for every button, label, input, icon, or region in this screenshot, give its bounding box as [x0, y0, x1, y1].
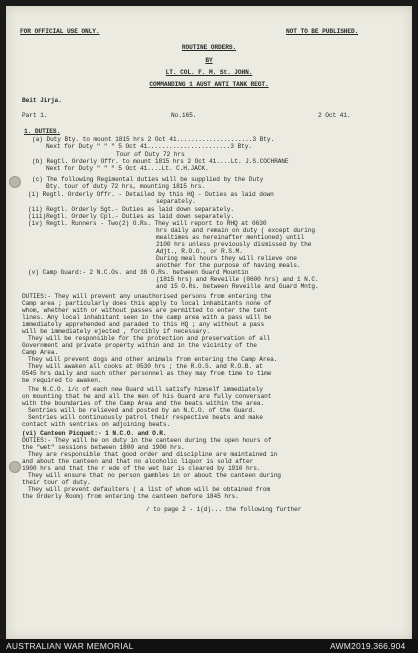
body-line: immediately apprehended and paraded to this HQ ; any without a pass — [22, 321, 265, 328]
title-line-4: COMMANDING 1 AUST ANTI TANK REGT. — [149, 81, 269, 88]
part-label: Part 1. — [22, 112, 48, 119]
body-line: will be immediately ejected , forcibly if necessary. — [22, 328, 210, 335]
body-line: the "wet" sessions between 1800 and 1900 hrs. — [22, 444, 185, 451]
title-line-2: BY — [205, 57, 213, 64]
body-line: Sentries will be relieved and posted by an N.C.O. of the Guard. — [28, 407, 256, 414]
body-line: (iv) Regtl. Runners - Two(2) O.Rs. They will report to RHQ at 0630 — [28, 220, 267, 227]
body-line: 1900 hrs and that the r ede of the wet bar is cleared by 1910 hrs. — [22, 465, 261, 472]
body-line: hrs daily and remain on duty ( except during — [156, 227, 315, 234]
punch-hole — [9, 176, 21, 188]
body-line: Camp area ; particularly does this apply to local inhabitants none of — [22, 300, 272, 307]
body-line: and 15 O.Rs. between Reveille and Guard Mntg. — [156, 283, 319, 290]
body-line: 0545 hrs daily and such other personnel as they may from time to time — [22, 370, 272, 377]
body-line: The N.C.O. i/c of each new Guard will satisfy himself immediately — [28, 386, 263, 393]
body-line: Next for Duty " " " 5 Oct 41....Lt. C.H.JACK. — [46, 165, 209, 172]
body-line: (b) Regtl. Orderly Offr. to mount 1815 hrs 2 Oct 41....Lt. J.S.COCHRANE — [32, 158, 289, 165]
archive-reference: AWM2019.366.904 — [330, 641, 406, 651]
continuation-note: / to page 2 - 1(d)... the following further — [146, 506, 302, 513]
body-line: They will prevent dogs and other animals from entering the Camp Area. — [28, 356, 278, 363]
body-line: (1815 hrs) and Reveille (0600 hrs) and 1 N.C. — [156, 276, 319, 283]
classification-right: NOT TO BE PUBLISHED. — [286, 28, 359, 35]
body-line: whom, whether with or without passes are permitted to enter the tent — [22, 307, 268, 314]
title-line-3: LT. COL. F. M. St. JOHN. — [165, 69, 253, 76]
document-page — [6, 6, 412, 639]
body-line: 2100 hrs unless previously dismissed by the — [156, 241, 312, 248]
archive-name: AUSTRALIAN WAR MEMORIAL — [6, 641, 134, 651]
body-line: DUTIES:- They will prevent any unauthorised persons from entering the — [22, 293, 272, 300]
body-line: They will prevent defaulters ( a list of whom will be obtained from — [28, 486, 271, 493]
section-heading: 1. DUTIES. — [24, 128, 61, 135]
body-line: their tour of duty. — [22, 479, 91, 486]
title-line-1: ROUTINE ORDERS. — [181, 44, 237, 51]
body-line: During meal hours they will relieve one — [156, 255, 297, 262]
body-line: They are responsible that good order and discipline are maintained in — [28, 451, 278, 458]
body-line: They will awaken all cooks at 0530 hrs ; the R.O.S. and R.O.B. at — [28, 363, 263, 370]
body-line: lines. Any local inhabitant seen in the camp area with a pass will be — [22, 314, 272, 321]
body-line: DUTIES:- They will be on duty in the canteen during the open hours of — [22, 437, 272, 444]
body-line: Camp Area. — [22, 349, 59, 356]
body-line: (v) Camp Guard:- 2 N.C.Os. and 36 O.Rs. between Guard Mountin — [28, 269, 249, 276]
order-number: No.165. — [171, 112, 197, 119]
body-line: Government and private property within and in the vicinity of the — [22, 342, 257, 349]
body-line: (iii)Regtl. Orderly Cpl.- Duties as laid down separately. — [28, 213, 234, 220]
body-line: Next for Duty " " " 5 Oct 41.......................3 Bty. — [46, 143, 252, 150]
punch-hole — [9, 461, 21, 473]
body-line: Adjt., R.O.O., or R.S.M. — [156, 248, 243, 255]
body-line: They will ensure that no person gambles in or about the canteen during — [28, 472, 281, 479]
body-line: the Orderly Room) from entering the canteen before 1845 hrs. — [22, 493, 239, 500]
body-line: (ii) Regtl. Orderly Sgt.- Duties as laid down separately. — [28, 206, 234, 213]
body-line: and about the canteen and that no alcoholic liquor is sold after — [22, 458, 254, 465]
body-line: Bty. tour of duty 72 hrs, mounting 1815 hrs. — [46, 183, 205, 190]
location: Beit Jirja. — [22, 97, 62, 104]
body-line: mealtimes as hereinafter mentioned) until — [156, 234, 305, 241]
archive-footer — [0, 639, 418, 653]
body-line: Sentries will continuously patrol their respective beats and make — [28, 414, 263, 421]
body-line: (vi) Canteen Picquet:- 1 N.C.O. and O.R. — [22, 430, 167, 437]
body-line: separately. — [156, 198, 196, 205]
body-line: They will be responsible for the protection and preservation of all — [28, 335, 271, 342]
body-line: on mounting that he and all the men of his Guard are fully conversant — [22, 393, 272, 400]
order-date: 2 Oct 41. — [318, 112, 351, 119]
classification-left: FOR OFFICIAL USE ONLY. — [20, 28, 100, 35]
body-line: (c) The following Regimental duties will be supplied by the Duty — [32, 176, 264, 183]
body-line: with the boundaries of the Camp Area and the beats within the area. — [22, 400, 265, 407]
body-line: Tour of Duty 72 hrs — [116, 151, 185, 158]
body-line: contact with sentries on adjoining beats. — [22, 421, 171, 428]
body-line: be required to awaken. — [22, 377, 102, 384]
body-line: another for the purpose of having meals. — [156, 262, 301, 269]
body-line: (a) Duty Bty. to mount 1815 hrs 2 Oct 41.....................3 Bty. — [32, 136, 275, 143]
body-line: (i) Regtl. Orderly Offr. - Detailed by this HQ - Duties as laid down — [28, 191, 274, 198]
